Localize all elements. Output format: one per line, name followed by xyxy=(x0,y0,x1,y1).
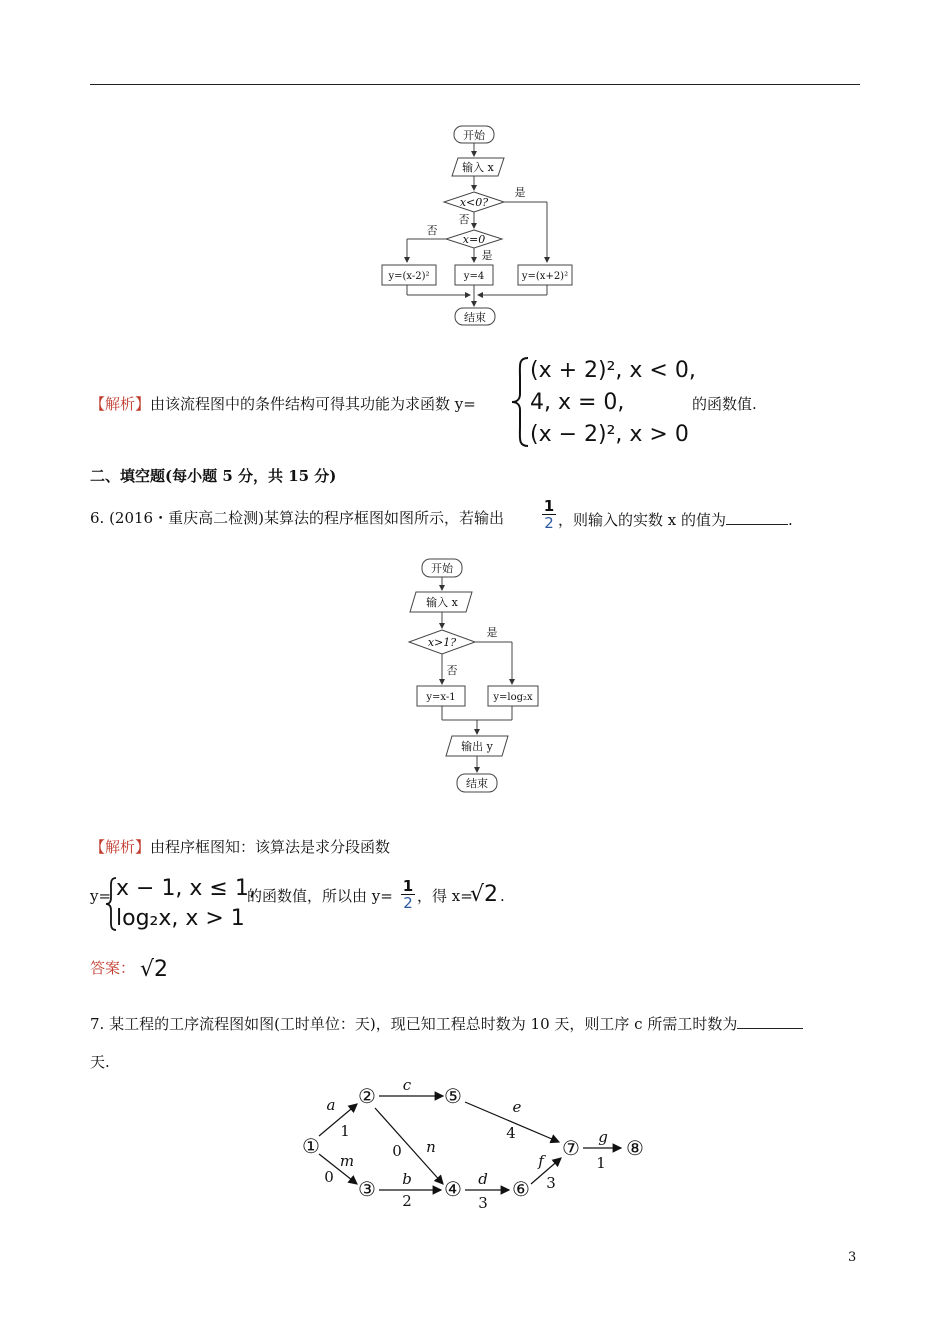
edge-n-letter: n xyxy=(426,1138,436,1156)
edge-g-time: 1 xyxy=(596,1154,606,1172)
node-3: ③ xyxy=(358,1177,376,1201)
analysis6-mid: 的函数值，所以由 y= xyxy=(247,887,393,905)
answer-blank[interactable] xyxy=(737,1012,803,1029)
flow1-box-mid: y=4 xyxy=(463,271,485,282)
analysis5-after: 的函数值. xyxy=(692,395,757,413)
flow1-box-left: y=(x-2)² xyxy=(388,271,430,282)
edge-m-time: 0 xyxy=(324,1168,334,1186)
edge-f-time: 3 xyxy=(546,1174,556,1192)
analysis6-y-eq: y= xyxy=(90,887,112,905)
flow2-start: 开始 xyxy=(431,562,453,575)
flow2-box-left: y=x-1 xyxy=(426,692,456,703)
flow1-cond2: x=0 xyxy=(462,233,486,246)
section-heading: 二、填空题(每小题 5 分，共 15 分) xyxy=(90,467,337,485)
edge-b-letter: b xyxy=(402,1170,412,1188)
node-6: ⑥ xyxy=(512,1177,530,1201)
case-2: log₂x, x > 1 xyxy=(116,906,245,931)
header-rule xyxy=(90,84,860,85)
flowchart-1 xyxy=(370,120,590,330)
node-7: ⑦ xyxy=(562,1136,580,1160)
analysis5-line xyxy=(90,394,476,414)
flow1-input: 输入 x xyxy=(462,161,494,174)
edge-c-letter: c xyxy=(402,1080,412,1094)
q7-line2: 天. xyxy=(90,1053,110,1071)
analysis6-get: ，得 x= xyxy=(417,887,473,905)
flow2-input: 输入 x xyxy=(426,596,458,609)
answer-label: 答案： xyxy=(90,959,136,977)
edge-a-letter: a xyxy=(326,1096,336,1114)
edge-m-letter: m xyxy=(339,1152,355,1170)
case-3: (x − 2)², x > 0 xyxy=(530,422,689,447)
answer-blank[interactable] xyxy=(726,508,788,525)
node-8: ⑧ xyxy=(626,1136,644,1160)
edge-e-time: 4 xyxy=(506,1124,516,1142)
flow1-no1: 否 xyxy=(458,213,470,226)
case-1: x − 1, x ≤ 1, xyxy=(116,876,256,901)
q6-text-after: ，则输入的实数 x 的值为 . xyxy=(558,508,793,530)
edge-d-letter: d xyxy=(478,1170,488,1188)
edge-n-time: 0 xyxy=(392,1142,402,1160)
brace-icon xyxy=(508,356,532,448)
flow1-end: 结束 xyxy=(464,311,486,324)
edge-d-time: 3 xyxy=(478,1194,488,1210)
flow1-cond1: x<0? xyxy=(459,196,489,209)
flow2-no: 否 xyxy=(446,664,458,677)
node-2: ② xyxy=(358,1084,376,1108)
node-4: ④ xyxy=(444,1177,462,1201)
page-number: 3 xyxy=(848,1250,857,1265)
flow1-yes1: 是 xyxy=(514,186,526,199)
q6-fraction: $\frac{1}{2}$ xyxy=(543,497,555,532)
flow1-box-right: y=(x+2)² xyxy=(521,271,569,282)
flow2-box-right: y=log₂x xyxy=(493,692,533,703)
edge-g-letter: g xyxy=(598,1128,608,1146)
node-1: ① xyxy=(302,1134,320,1158)
edge-a-time: 1 xyxy=(340,1122,350,1140)
node-5: ⑤ xyxy=(444,1084,462,1108)
analysis5-text: 由该流程图中的条件结构可得其功能为求函数 y= xyxy=(150,395,476,413)
flow1-no2: 否 xyxy=(426,224,438,237)
flow2-cond: x>1? xyxy=(427,636,457,649)
analysis6-result: √2 xyxy=(470,882,499,907)
flow1-start: 开始 xyxy=(463,129,485,142)
analysis6-line: 【解析】由程序框图知：该算法是求分段函数 xyxy=(90,838,391,856)
flow2-end: 结束 xyxy=(466,777,488,790)
answer-value: √2 xyxy=(140,957,169,982)
analysis-tag: 【解析】 xyxy=(90,838,151,856)
flowchart-2 xyxy=(400,554,560,798)
flow1-yes2: 是 xyxy=(481,249,493,262)
analysis-tag: 【解析】 xyxy=(90,395,151,413)
flow2-output: 输出 y xyxy=(461,740,493,753)
process-network-diagram xyxy=(295,1080,655,1210)
edge-f-letter: f xyxy=(538,1152,544,1170)
q6-text-before: 6. (2016・重庆高二检测)某算法的程序框图如图所示，若输出 xyxy=(90,509,504,527)
analysis6-end: . xyxy=(500,887,505,905)
analysis6-fraction: $\frac{1}{2}$ xyxy=(402,877,414,912)
edge-e-letter: e xyxy=(512,1098,522,1116)
flow2-yes: 是 xyxy=(486,626,498,639)
edge-b-time: 2 xyxy=(402,1192,412,1210)
case-1: (x + 2)², x < 0, xyxy=(530,358,696,383)
case-2: 4, x = 0, xyxy=(530,390,625,415)
q7-line1: 7. 某工程的工序流程图如图(工时单位：天)，现已知工程总时数为 10 天，则工序 c 所需工时数为 xyxy=(90,1012,803,1034)
